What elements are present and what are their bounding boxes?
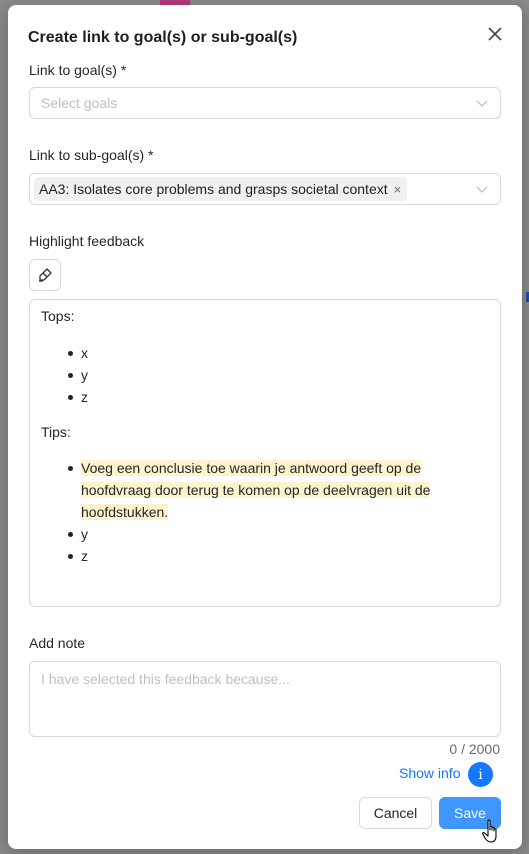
- highlighted-text: hoofdstukken.: [81, 504, 169, 520]
- goals-placeholder: Select goals: [41, 95, 118, 111]
- chevron-down-icon: [476, 97, 488, 109]
- tips-heading: Tips:: [41, 424, 71, 440]
- info-icon[interactable]: i: [468, 762, 493, 787]
- tops-item: x: [81, 345, 88, 361]
- chevron-down-icon: [476, 183, 488, 195]
- dialog-title: Create link to goal(s) or sub-goal(s): [28, 29, 298, 46]
- tips-item: z: [81, 548, 88, 564]
- close-button[interactable]: [484, 23, 506, 45]
- tops-item: y: [81, 367, 88, 383]
- goals-label: Link to goal(s) *: [29, 62, 127, 78]
- save-button[interactable]: Save: [439, 797, 501, 829]
- list-bullet: [68, 532, 73, 537]
- cancel-button[interactable]: Cancel: [359, 797, 432, 829]
- goals-select[interactable]: [29, 87, 501, 119]
- list-bullet: [68, 554, 73, 559]
- link-goals-dialog: [8, 5, 522, 849]
- subgoals-label: Link to sub-goal(s) *: [29, 147, 154, 163]
- list-bullet: [68, 351, 73, 356]
- subgoal-tag: [34, 177, 407, 201]
- highlight-button[interactable]: [29, 259, 61, 291]
- list-bullet: [68, 373, 73, 378]
- close-icon: [488, 27, 502, 41]
- list-bullet: [68, 466, 73, 471]
- tips-item: y: [81, 526, 88, 542]
- note-label: Add note: [29, 635, 86, 651]
- highlighted-text: Voeg een conclusie toe waarin je antwoord geeft op de: [81, 460, 422, 476]
- highlight-label: Highlight feedback: [29, 233, 145, 249]
- tops-heading: Tops:: [41, 308, 75, 324]
- note-char-counter: 0 / 2000: [449, 741, 500, 757]
- highlighter-icon: [37, 267, 53, 283]
- feedback-editor[interactable]: [29, 299, 501, 607]
- subgoal-tag-label: AA3: Isolates core problems and grasps societal context: [39, 181, 388, 197]
- tips-item-highlighted: [81, 457, 430, 523]
- show-info-link[interactable]: Show info: [399, 765, 461, 781]
- note-textarea[interactable]: [29, 661, 501, 737]
- note-placeholder: I have selected this feedback because...: [41, 671, 291, 687]
- highlighted-text: hoofdvraag door terug te komen op de deelvragen uit de: [81, 482, 431, 498]
- tops-item: z: [81, 389, 88, 405]
- tag-remove-icon[interactable]: ×: [393, 181, 402, 197]
- subgoals-select[interactable]: [29, 173, 501, 205]
- list-bullet: [68, 395, 73, 400]
- hand-cursor-icon: [482, 819, 502, 845]
